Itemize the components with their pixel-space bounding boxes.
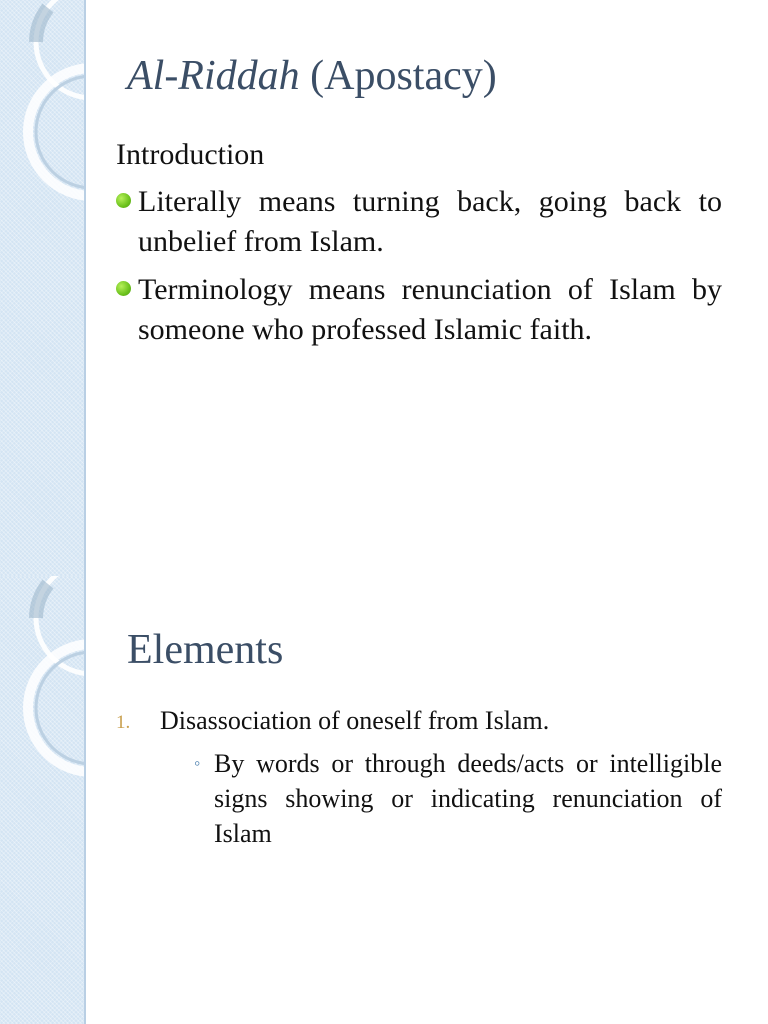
section-heading-introduction: Introduction xyxy=(116,138,265,171)
list-item xyxy=(116,270,722,350)
bullet-list xyxy=(116,182,722,358)
list-item-text: Terminology means renunciation of Islam by someone who professed Islamic faith. xyxy=(138,273,722,346)
list-item-text: Disassociation of oneself from Islam. xyxy=(160,706,550,735)
numbered-list xyxy=(116,704,722,851)
bullet-dot-icon xyxy=(116,281,131,296)
title-translation: (Apostacy) xyxy=(299,53,497,99)
slide-title: Elements xyxy=(127,627,284,673)
decorative-side-band xyxy=(0,0,86,576)
ring-decoration-icon xyxy=(0,576,84,1024)
slide-title xyxy=(127,52,497,100)
sub-list-item xyxy=(160,746,722,851)
title-term: Al-Riddah xyxy=(127,53,300,99)
sub-list-item-text: By words or through deeds/acts or intelligible signs showing or indicating renunciation of Islam xyxy=(214,749,722,848)
list-item-text: Literally means turning back, going back to unbelief from Islam. xyxy=(138,185,722,258)
bullet-dot-icon xyxy=(116,193,131,208)
list-number: 1. xyxy=(116,712,131,733)
ring-decoration-icon xyxy=(0,0,84,576)
slide-elements xyxy=(0,576,768,1024)
list-item xyxy=(116,704,722,851)
list-item xyxy=(116,182,722,262)
decorative-side-band xyxy=(0,576,86,1024)
sub-bullet-icon: ◦ xyxy=(194,753,201,773)
